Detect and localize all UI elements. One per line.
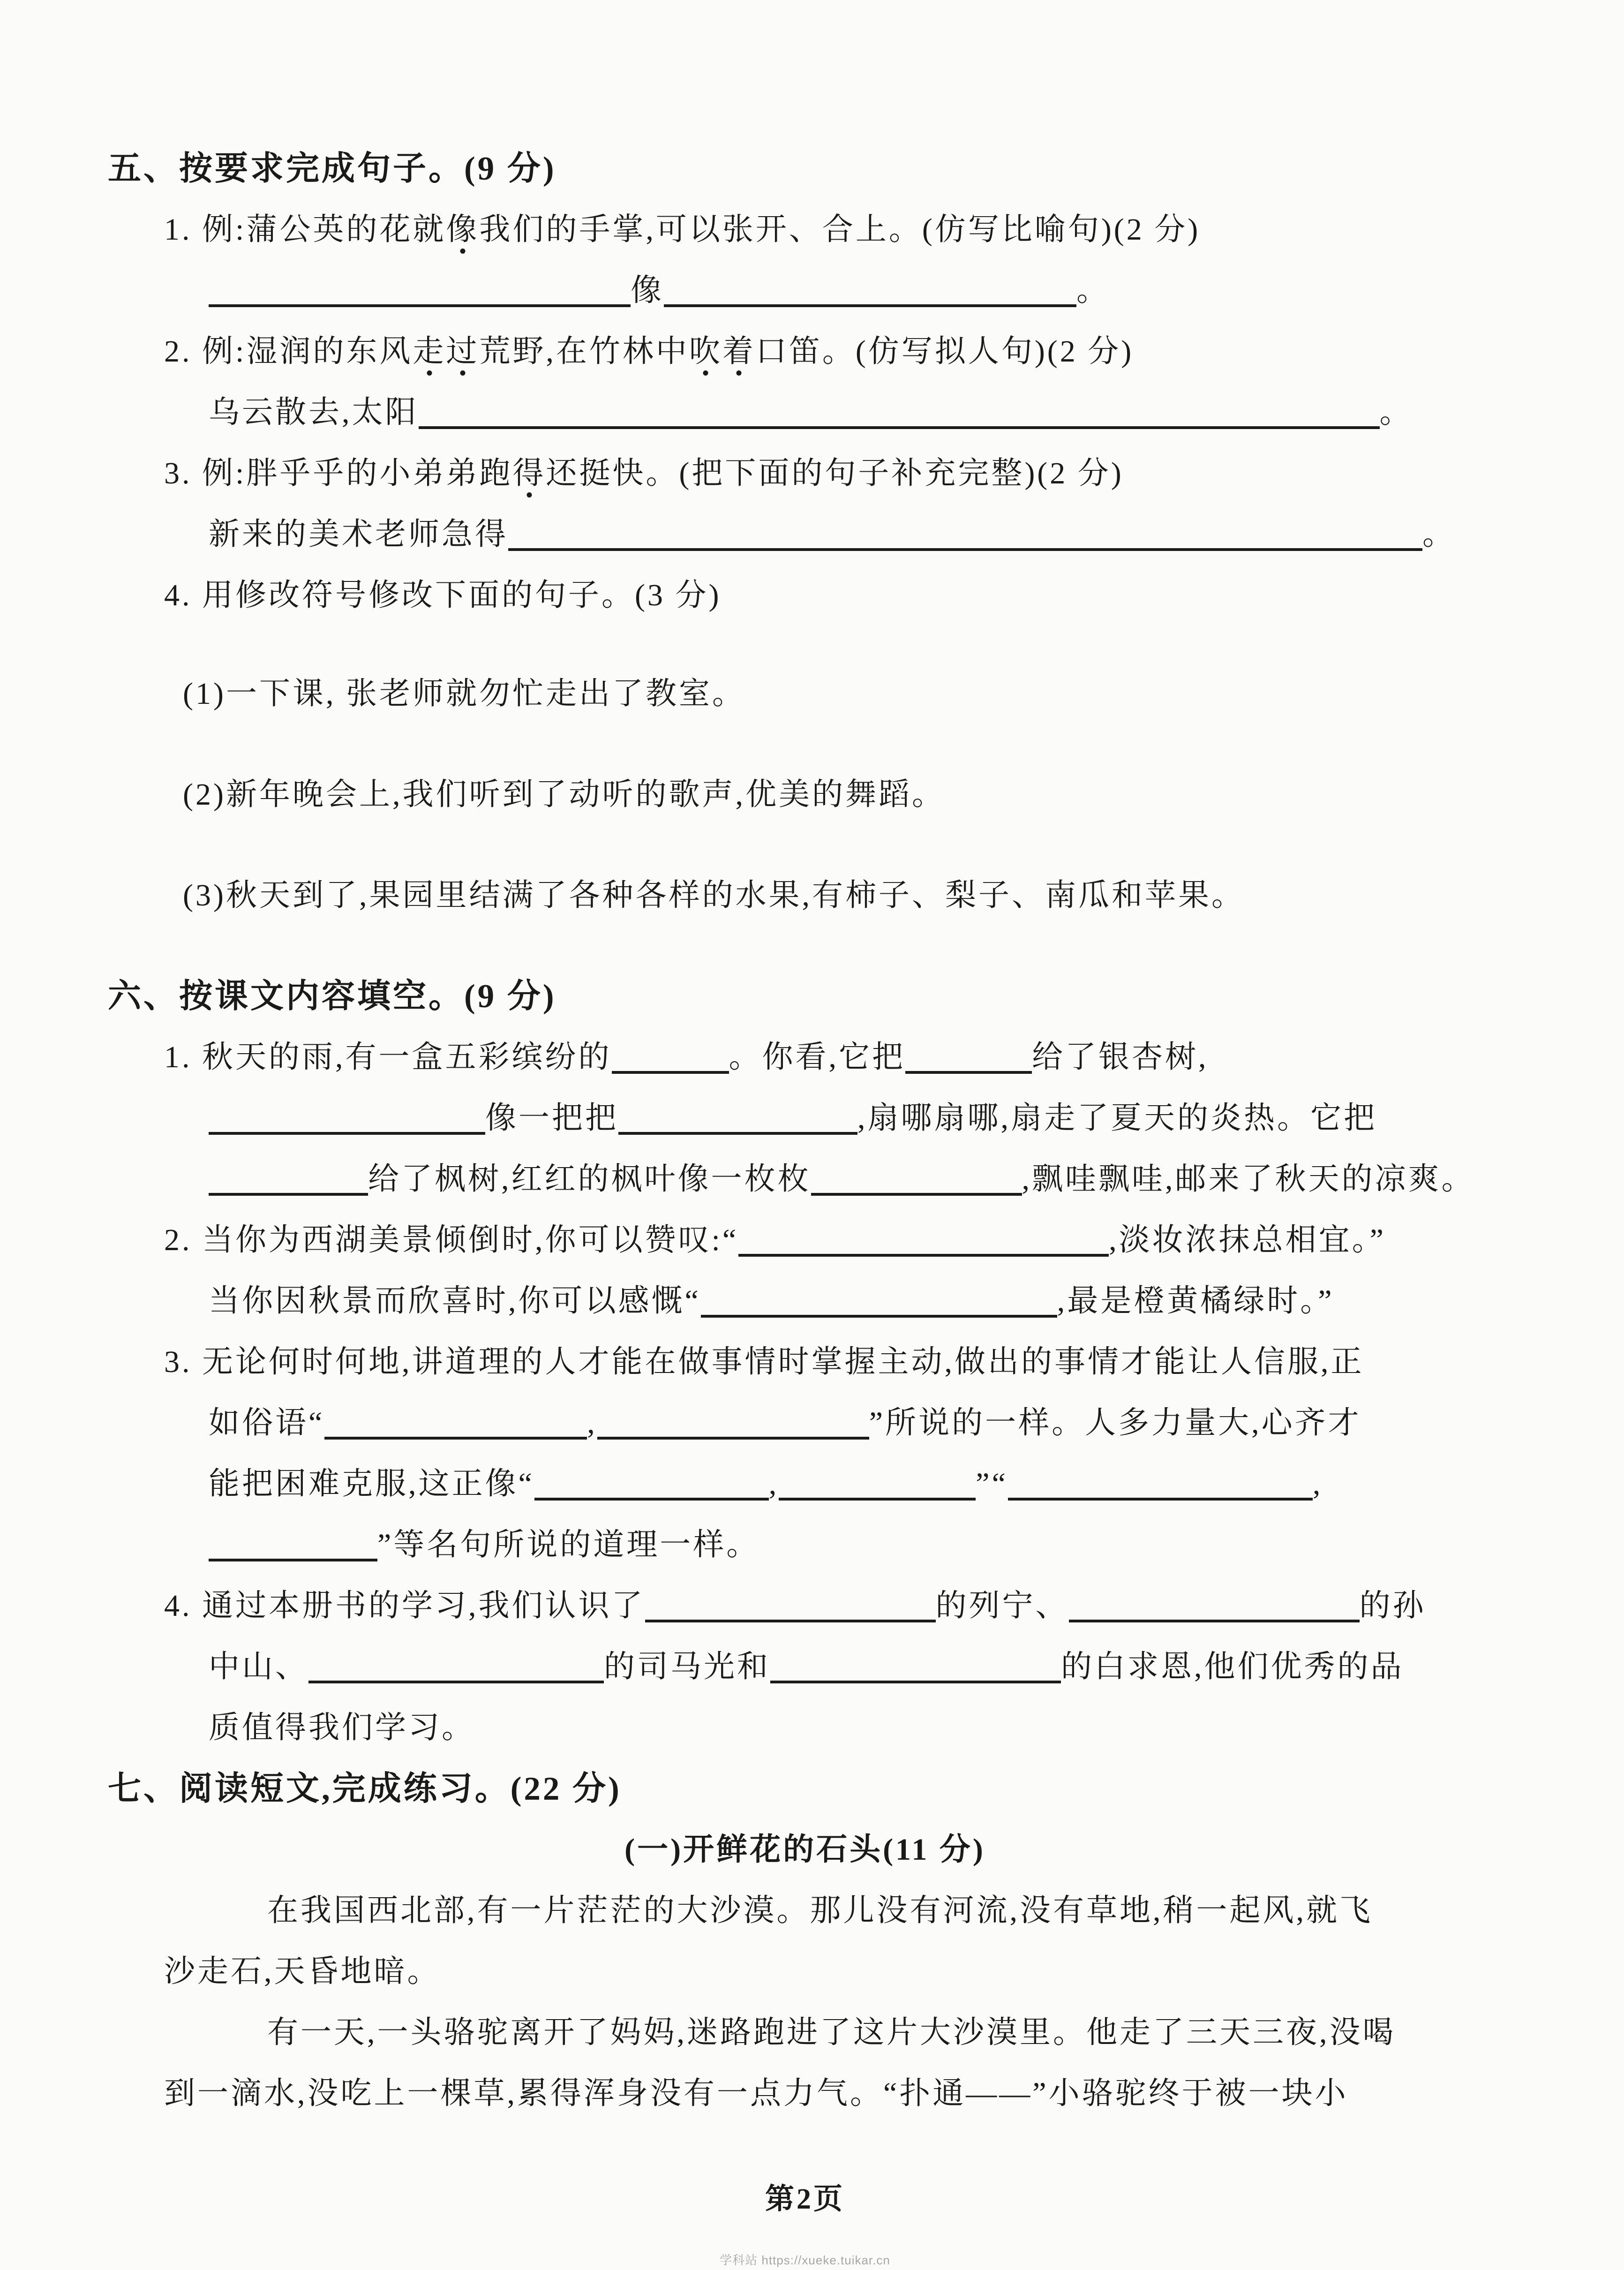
s5-q2-example: [164, 321, 1502, 382]
text-run: (2)新年晚会上,我们听到了动听的歌声,优美的舞蹈。: [183, 777, 945, 812]
passage-p1-line-1: [267, 1880, 1502, 1941]
s5-q4-prompt: [164, 565, 1502, 626]
text-run: ,飘哇飘哇,邮来了秋天的凉爽。: [1022, 1162, 1475, 1196]
section-7-heading: 七、阅读短文,完成练习。(22 分): [108, 1771, 622, 1807]
s6-q1-line-1: [164, 1027, 1502, 1088]
fill-in-blank-line: [811, 1169, 1022, 1196]
text-run: ,淡妆浓抹总相宜。”: [1109, 1223, 1386, 1257]
s6-q1-line-2: [209, 1088, 1502, 1149]
text-run: ”所说的一样。人多力量大,心齐才: [869, 1406, 1361, 1440]
fill-in-blank-line: [770, 1657, 1061, 1683]
text-run: 3. 无论何时何地,讲道理的人才能在做事情时掌握主动,做出的事情才能让人信服,正: [164, 1345, 1364, 1379]
s5-q1-example: [164, 199, 1502, 260]
fill-in-blank-line: [209, 281, 631, 307]
text-run: ,: [587, 1406, 597, 1440]
fill-in-blank-line: [209, 1109, 485, 1135]
fill-in-blank-line: [612, 1048, 729, 1074]
text-run: 当你因秋景而欣喜时,你可以感慨“: [209, 1284, 701, 1318]
text-run: 给了枫树,红红的枫叶像一枚枚: [368, 1162, 811, 1196]
fill-in-blank-line: [308, 1657, 604, 1683]
s5-q3-example: [164, 443, 1502, 504]
s6-q2-line-1: [164, 1210, 1502, 1271]
fill-in-blank-line: [209, 1169, 368, 1196]
s5-q1-answer-line: [209, 260, 1502, 321]
emphasized-char: 着: [722, 334, 756, 369]
s6-q3-line-2: [209, 1393, 1502, 1454]
text-run: (3)秋天到了,果园里结满了各种各样的水果,有柿子、梨子、南瓜和苹果。: [183, 878, 1245, 913]
fill-in-blank-line: [324, 1413, 587, 1440]
text-run: 在我国西北部,有一片茫茫的大沙漠。那儿没有河流,没有草地,稍一起风,就飞: [267, 1893, 1373, 1928]
text-run: 新来的美术老师急得: [209, 517, 508, 551]
text-run: 2. 例:湿润的东风: [164, 334, 413, 369]
text-run: 如俗语“: [209, 1406, 325, 1440]
fill-in-blank-line: [209, 1535, 377, 1561]
s5-q3-answer-line: [209, 504, 1502, 565]
s5-q4-sentence-3: [183, 865, 1502, 926]
text-run: 乌云散去,太阳: [209, 395, 419, 430]
fill-in-blank-line: [534, 1474, 769, 1501]
emphasized-char: 吹: [689, 334, 722, 369]
passage-title: (一)开鲜花的石头(11 分): [624, 1833, 985, 1867]
text-run: 质值得我们学习。: [209, 1711, 475, 1745]
fill-in-blank-line: [738, 1230, 1109, 1257]
text-run: ,扇哪扇哪,扇走了夏天的炎热。它把: [857, 1101, 1377, 1135]
text-run: 1. 秋天的雨,有一盒五彩缤纷的: [164, 1040, 612, 1074]
fill-in-blank-line: [1069, 1596, 1360, 1622]
fill-in-blank-line: [597, 1413, 869, 1440]
s6-q3-line-1: [164, 1332, 1502, 1393]
passage-p1-line-2: [164, 1941, 1502, 2002]
text-run: 。: [1379, 395, 1413, 430]
text-run: ”等名句所说的道理一样。: [377, 1528, 760, 1562]
text-run: 像: [631, 273, 664, 308]
text-run: 还挺快。(把下面的句子补充完整)(2 分): [546, 456, 1124, 490]
s5-q4-sentence-1: [183, 664, 1502, 724]
text-run: ,: [1312, 1467, 1323, 1501]
s5-q4-sentence-2: [183, 764, 1502, 825]
section-5-heading: 五、按要求完成句子。(9 分): [108, 151, 556, 187]
fill-in-blank-line: [664, 281, 1076, 307]
text-run: 的列宁、: [935, 1589, 1069, 1623]
s6-q3-line-4: [209, 1515, 1502, 1576]
text-run: 我们的手掌,可以张开、合上。(仿写比喻句)(2 分): [479, 212, 1201, 247]
text-run: 。: [1076, 273, 1110, 308]
s6-q2-line-2: [209, 1271, 1502, 1332]
page-number: 第2页: [765, 2183, 845, 2215]
fill-in-blank-line: [701, 1291, 1057, 1318]
fill-in-blank-line: [508, 525, 1422, 551]
s5-q2-answer-line: [209, 382, 1502, 443]
text-run: 1. 例:蒲公英的花就: [164, 212, 446, 247]
text-run: ,最是橙黄橘绿时。”: [1057, 1284, 1334, 1318]
emphasized-char: 像: [446, 212, 480, 247]
text-run: 中山、: [209, 1650, 308, 1684]
text-run: 有一天,一头骆驼离开了妈妈,迷路跑进了这片大沙漠里。他走了三天三夜,没喝: [267, 2015, 1396, 2050]
fill-in-blank-line: [618, 1109, 857, 1135]
text-run: 荒野,在竹林中: [479, 334, 689, 369]
text-run: 口笛。(仿写拟人句)(2 分): [755, 334, 1134, 369]
text-run: (1)一下课, 张老师就勿忙走出了教室。: [183, 677, 745, 711]
text-run: 。: [1422, 517, 1456, 551]
text-run: 到一滴水,没吃上一棵草,累得浑身没有一点力气。“扑通——”小骆驼终于被一块小: [164, 2076, 1348, 2111]
s6-q4-line-1: [164, 1576, 1502, 1637]
passage-p2-line-2: [164, 2063, 1502, 2124]
s6-q4-line-2: [209, 1637, 1502, 1697]
text-run: 4. 用修改符号修改下面的句子。(3 分): [164, 578, 722, 612]
emphasized-char: 过: [446, 334, 480, 369]
fill-in-blank-line: [779, 1474, 976, 1501]
text-run: 的白求恩,他们优秀的品: [1061, 1650, 1404, 1684]
section-7: [108, 1758, 1502, 2124]
text-run: 。你看,它把: [729, 1040, 905, 1074]
s6-q3-line-3: [209, 1454, 1502, 1515]
text-run: ,: [768, 1467, 779, 1501]
fill-in-blank-line: [419, 403, 1380, 429]
emphasized-char: 走: [413, 334, 446, 369]
text-run: 4. 通过本册书的学习,我们认识了: [164, 1589, 645, 1623]
text-run: 给了银杏树,: [1032, 1040, 1209, 1074]
section-6: [108, 966, 1502, 1758]
watermark: 学科站 https://xueke.tuikar.cn: [720, 2253, 890, 2267]
section-5: [108, 138, 1502, 926]
text-run: 像一把把: [485, 1101, 618, 1135]
fill-in-blank-line: [1008, 1474, 1313, 1501]
s6-q4-line-3: [209, 1697, 1502, 1758]
text-run: 的孙: [1359, 1589, 1426, 1623]
section-6-heading: 六、按课文内容填空。(9 分): [108, 978, 556, 1015]
fill-in-blank-line: [905, 1048, 1032, 1074]
text-run: 的司马光和: [604, 1650, 770, 1684]
text-run: 能把困难克服,这正像“: [209, 1467, 534, 1501]
text-run: ”“: [976, 1467, 1008, 1501]
fill-in-blank-line: [645, 1596, 936, 1622]
text-run: 3. 例:胖乎乎的小弟弟跑: [164, 456, 513, 490]
passage-p2-line-1: [267, 2002, 1502, 2063]
text-run: 2. 当你为西湖美景倾倒时,你可以赞叹:“: [164, 1223, 739, 1257]
s6-q1-line-3: [209, 1149, 1502, 1210]
emphasized-char: 得: [512, 456, 546, 490]
text-run: 沙走石,天昏地暗。: [164, 1954, 441, 1989]
